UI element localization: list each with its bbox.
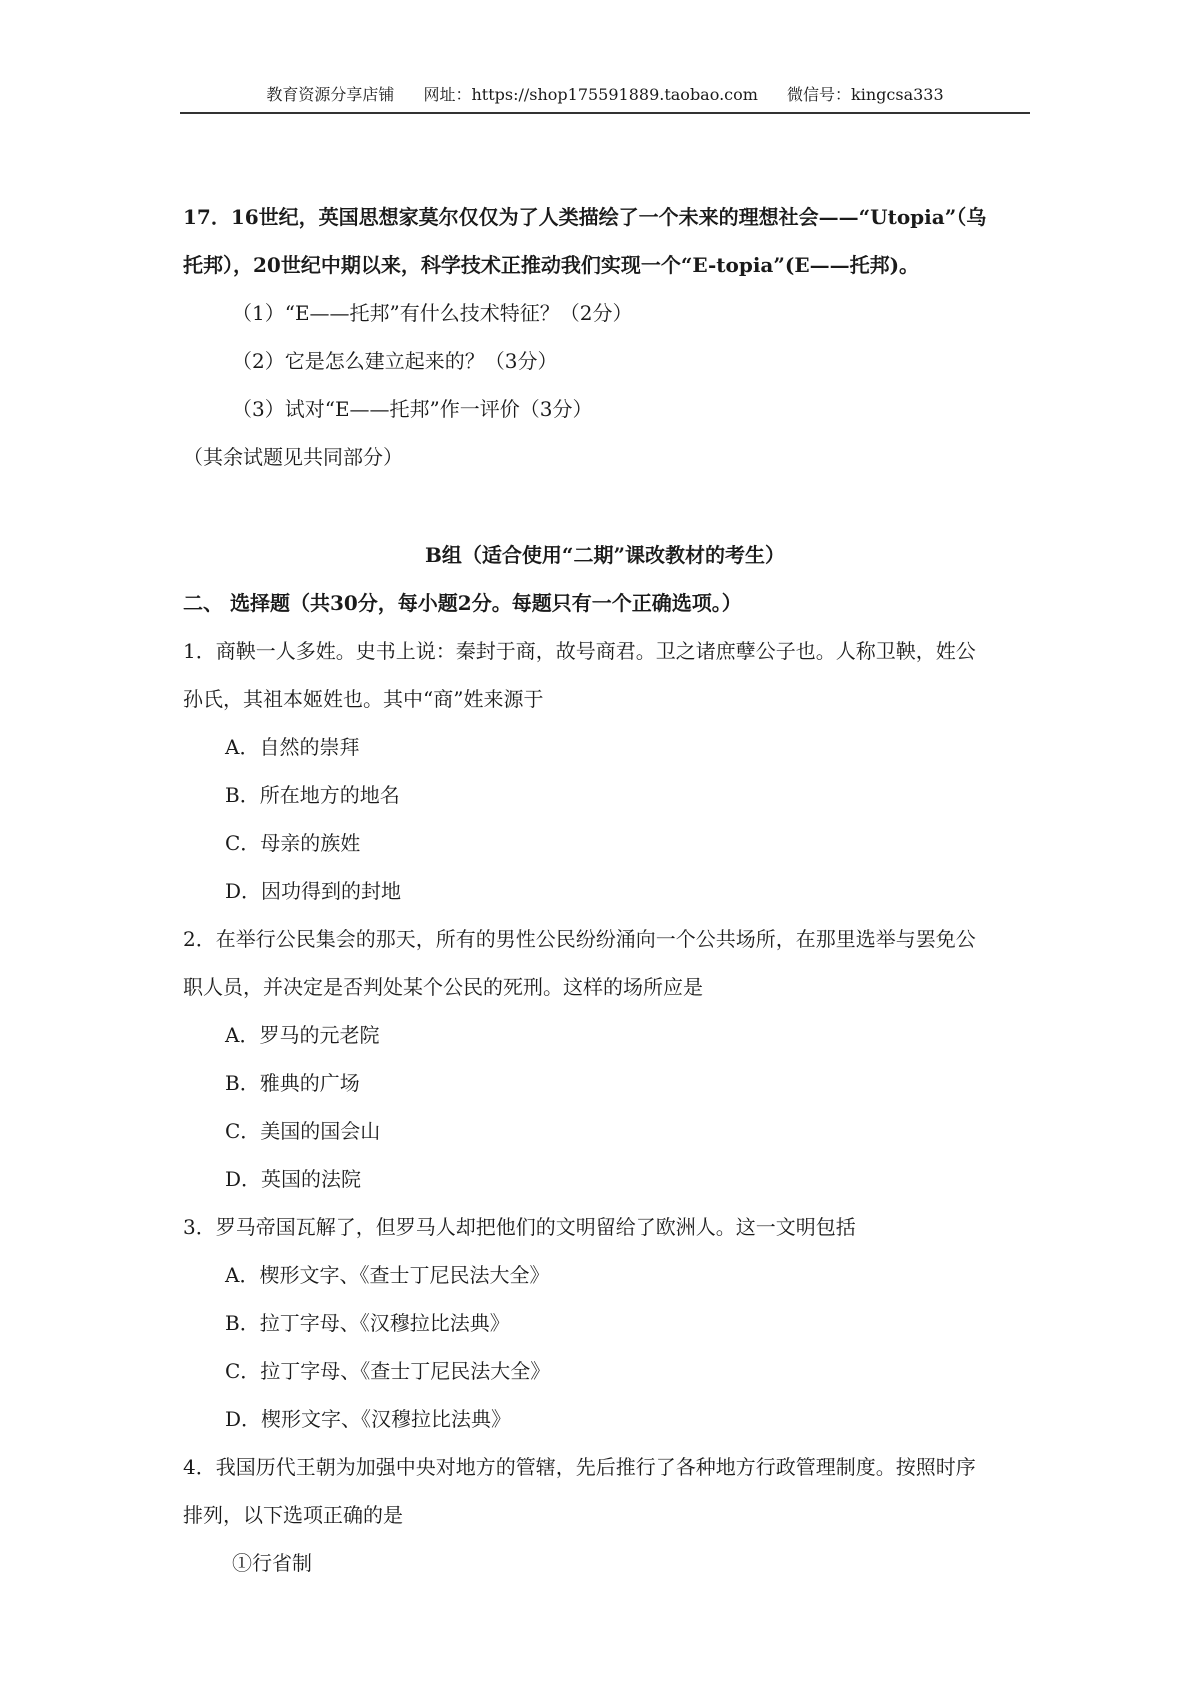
q17-line-1: 17．16世纪，英国思想家莫尔仅仅为了人类描绘了一个未来的理想社会——“Utopia”（乌 (183, 205, 987, 229)
q1-line-1: 1．商鞅一人多姓。史书上说：秦封于商，故号商君。卫之诸庶孽公子也。人称卫鞅，姓公 (183, 639, 976, 663)
q3-option-d: D．楔形文字、《汉穆拉比法典》 (225, 1407, 512, 1431)
q17-sub-1: （1）“E——托邦”有什么技术特征？（2分） (232, 301, 633, 325)
section-heading: 二、 选择题（共30分，每小题2分。每题只有一个正确选项。） (183, 591, 742, 615)
q2-option-a: A．罗马的元老院 (225, 1023, 380, 1047)
q17-line-2: 托邦），20世纪中期以来，科学技术正推动我们实现一个“E-topia”(E——托邦)。 (183, 253, 920, 277)
shop-name: 教育资源分享店铺 (266, 85, 395, 104)
q4-line-2: 排列，以下选项正确的是 (183, 1503, 403, 1527)
q1-option-c: C．母亲的族姓 (225, 831, 361, 855)
q1-option-a: A．自然的崇拜 (225, 735, 360, 759)
q3-line-1: 3．罗马帝国瓦解了，但罗马人却把他们的文明留给了欧洲人。这一文明包括 (183, 1215, 856, 1239)
q4-item-1: ①行省制 (232, 1551, 312, 1575)
q3-option-b: B．拉丁字母、《汉穆拉比法典》 (225, 1311, 510, 1335)
q17-sub-3: （3）试对“E——托邦”作一评价（3分） (232, 397, 593, 421)
page-header (180, 82, 1030, 114)
q2-option-b: B．雅典的广场 (225, 1071, 360, 1095)
q1-line-2: 孙氏，其祖本姬姓也。其中“商”姓来源于 (183, 687, 544, 711)
wechat-id: 微信号：kingcsa333 (787, 85, 944, 104)
group-b-title: B组（适合使用“二期”课改教材的考生） (425, 543, 785, 567)
q2-option-c: C．美国的国会山 (225, 1119, 381, 1143)
q3-option-c: C．拉丁字母、《查士丁尼民法大全》 (225, 1359, 551, 1383)
other-questions-note: （其余试题见共同部分） (183, 445, 403, 469)
q2-line-2: 职人员，并决定是否判处某个公民的死刑。这样的场所应是 (183, 975, 703, 999)
q1-option-d: D．因功得到的封地 (225, 879, 402, 903)
q1-option-b: B．所在地方的地名 (225, 783, 400, 807)
q2-line-1: 2．在举行公民集会的那天，所有的男性公民纷纷涌向一个公共场所，在那里选举与罢免公 (183, 927, 976, 951)
q4-line-1: 4．我国历代王朝为加强中央对地方的管辖，先后推行了各种地方行政管理制度。按照时序 (183, 1455, 976, 1479)
shop-url: 网址：https://shop175591889.taobao.com (423, 85, 758, 104)
q17-sub-2: （2）它是怎么建立起来的？（3分） (232, 349, 558, 373)
q3-option-a: A．楔形文字、《查士丁尼民法大全》 (225, 1263, 550, 1287)
q2-option-d: D．英国的法院 (225, 1167, 362, 1191)
